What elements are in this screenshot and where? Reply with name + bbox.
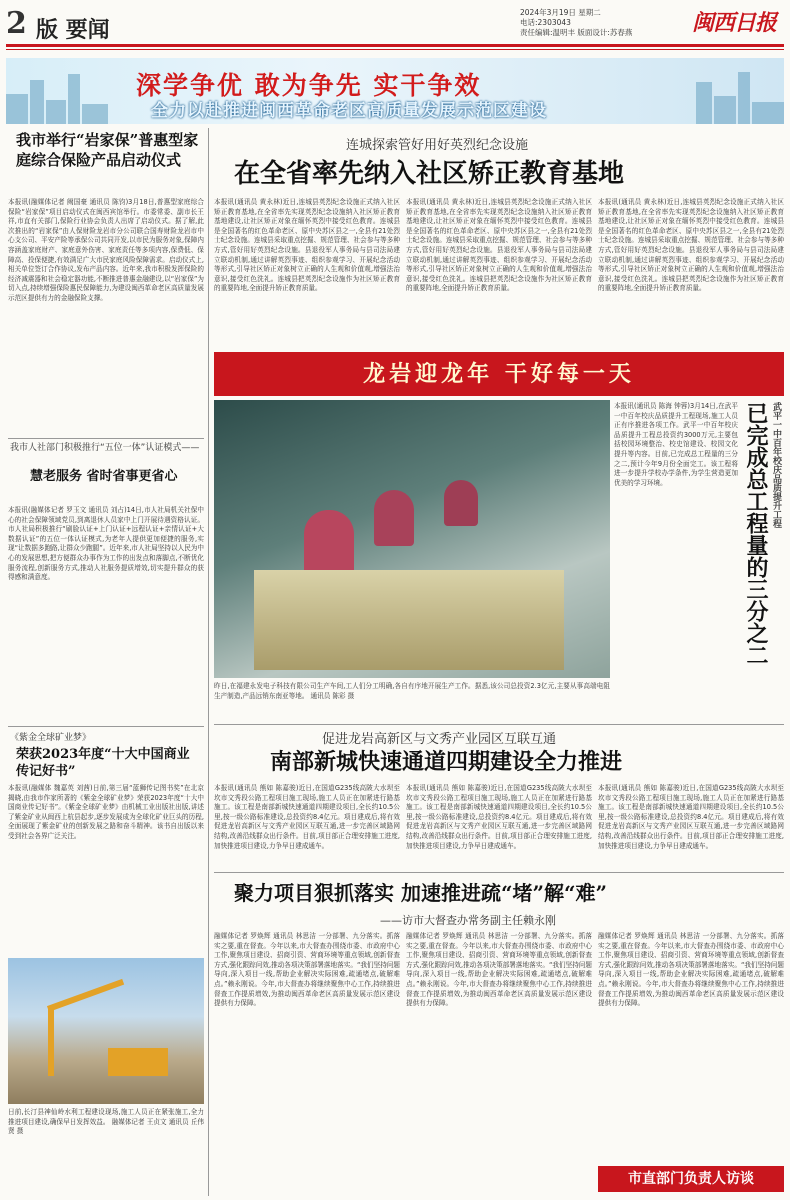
machine-shape (108, 1048, 168, 1076)
article-divider (8, 726, 204, 727)
header-meta (520, 8, 690, 38)
issue-date: 2024年3月19日 星期二 (520, 8, 601, 17)
factory-photo-caption: 昨日,在福建永发电子科技有限公司生产车间,工人们分工明确,各自有序地开展生产工作。据悉,该公司总投资2.3亿元,主要从事高端电阻生产制造,产品远销东南亚等地。 通讯员 陈彩 摄 (214, 682, 610, 700)
skyline-shape (696, 82, 712, 124)
worker-shape (374, 490, 414, 546)
article-body-school: 本报讯(通讯员 陈海 钟蓉)3月14日,在武平一中百年校庆品质提升工程现场,施工人员正有序推进各项工作。武平一中百年校庆品质提升工程总投资约3000万元,主要包括校园环境整治、校史馆建设、校园文化提升等内容。目前,已完成总工程量的三分之二,预计今年9月份全面完工。该工程将进一步提升学校办学条件,为学生营造更加优美的学习环境。 (614, 402, 738, 487)
article-title-book: 荣获2023年度“十大中国商业传记好书” (16, 747, 190, 779)
skyline-shape (30, 80, 44, 124)
article-title-interview: 聚力项目狠抓落实 加速推进疏“堵”解“难” (234, 881, 607, 905)
article-kicker-school: 武平一中百年校庆品质提升工程 (771, 402, 781, 528)
construction-photo (8, 958, 204, 1104)
article-body-interview-3: 融媒体记者 罗焕辉 通讯员 林思洁 一分部署、九分落实。抓落实之要,重在督查。今年以来,市大督查办围绕市委、市政府中心工作,聚焦项目建设、招商引资、营商环境等重点领域,创新督查方式,强化跟踪问效,推动各项决策部署落地落实。“我们坚持问题导向,深入项目一线,帮助企业解决实际困难,疏通堵点,破解难点。”赖永刚说。今年,市大督查办将继续聚焦中心工作,持续推进督查工作提质增效,为推动闽西革命老区高质量发展示范区建设提供有力保障。 (598, 932, 784, 1008)
article-divider (8, 438, 204, 439)
article-body-memorial: 本报讯(通讯员 黄永林)近日,连城县英烈纪念设施正式纳入社区矫正教育基地,在全省率先实现英烈纪念设施纳入社区矫正教育基地建设,让社区矫正对象在缅怀英烈中接受红色教育。连城县是全国著名的红色革命老区、原中央苏区县之一,全县有21处烈士纪念设施。连城县采取重点挖掘、规范管理、社会参与等多种方式,管好用好英烈纪念设施。县退役军人事务局与县司法局建立联动机制,通过讲解英烈事迹、组织参观学习、开展纪念活动等形式,引导社区矫正对象树立正确的人生观和价值观,增强法治意识,接受红色洗礼。连城县把英烈纪念设施作为社区矫正教育的重要阵地,全面提升矫正教育质量。 (214, 198, 400, 293)
article-body-interview-2: 融媒体记者 罗焕辉 通讯员 林思洁 一分部署、九分落实。抓落实之要,重在督查。今年以来,市大督查办围绕市委、市政府中心工作,聚焦项目建设、招商引资、营商环境等重点领域,创新督查方式,强化跟踪问效,推动各项决策部署落地落实。“我们坚持问题导向,深入项目一线,帮助企业解决实际困难,疏通堵点,破解难点。”赖永刚说。今年,市大督查办将继续聚焦中心工作,持续推进督查工作提质增效,为推动闽西革命老区高质量发展示范区建设提供有力保障。 (406, 932, 592, 1008)
article-body-interview: 融媒体记者 罗焕辉 通讯员 林思洁 一分部署、九分落实。抓落实之要,重在督查。今年以来,市大督查办围绕市委、市政府中心工作,聚焦项目建设、招商引资、营商环境等重点领域,创新督查方式,强化跟踪问效,推动各项决策部署落地落实。“我们坚持问题导向,深入项目一线,帮助企业解决实际困难,疏通堵点,破解难点。”赖永刚说。今年,市大督查办将继续聚焦中心工作,持续推进督查工作提质增效,为推动闽西革命老区高质量发展示范区建设提供有力保障。 (214, 932, 400, 1008)
article-divider (214, 872, 784, 873)
skyline-shape (714, 96, 736, 124)
article-body-memorial-2: 本报讯(通讯员 黄永林)近日,连城县英烈纪念设施正式纳入社区矫正教育基地,在全省率先实现英烈纪念设施纳入社区矫正教育基地建设,让社区矫正对象在缅怀英烈中接受红色教育。连城县是全国著名的红色革命老区、原中央苏区县之一,全县有21处烈士纪念设施。连城县采取重点挖掘、规范管理、社会参与等多种方式,管好用好英烈纪念设施。县退役军人事务局与县司法局建立联动机制,通过讲解英烈事迹、组织参观学习、开展纪念活动等形式,引导社区矫正对象树立正确的人生观和价值观,增强法治意识,接受红色洗礼。连城县把英烈纪念设施作为社区矫正教育的重要阵地,全面提升矫正教育质量。 (406, 198, 592, 293)
article-title-certification: 慧老服务 省时省事更省心 (30, 469, 178, 484)
article-title-school: 已完成总工程量的三分之二 (743, 402, 769, 666)
skyline-shape (752, 102, 784, 124)
crane-shape (47, 979, 124, 1012)
article-body-road-3: 本报讯(通讯员 熊如 陈嘉骏)近日,在国道G235线高陂大水坝至坎市文秀段公路工程项目施工现场,施工人员正在加紧进行路基施工。该工程是南部新城快速通道四期建设项目,全长约10.5公里,按一级公路标准建设,总投资约8.4亿元。项目建成后,将有效促进龙岩高新区与文秀产业园区互联互通,进一步完善区域路网结构,改善沿线群众出行条件。目前,项目部正合理安排施工进度,加快推进项目建设,力争早日建成通车。 (598, 784, 784, 850)
construction-photo-caption: 日前,长汀县神仙岭水利工程建设现场,施工人员正在紧张施工,全力推进项目建设,确保早日发挥效益。 融媒体记者 王贞文 通讯员 丘伟贤 摄 (8, 1108, 204, 1136)
workbench-shape (254, 570, 564, 670)
article-body-road: 本报讯(通讯员 熊如 陈嘉骏)近日,在国道G235线高陂大水坝至坎市文秀段公路工程项目施工现场,施工人员正在加紧进行路基施工。该工程是南部新城快速通道四期建设项目,全长约10.5公里,按一级公路标准建设,总投资约8.4亿元。项目建成后,将有效促进龙岩高新区与文秀产业园区互联互通,进一步完善区域路网结构,改善沿线群众出行条件。目前,项目部正合理安排施工进度,加快推进项目建设,力争早日建成通车。 (214, 784, 400, 850)
article-body-memorial-3: 本报讯(通讯员 黄永林)近日,连城县英烈纪念设施正式纳入社区矫正教育基地,在全省率先实现英烈纪念设施纳入社区矫正教育基地建设,让社区矫正对象在缅怀英烈中接受红色教育。连城县是全国著名的红色革命老区、原中央苏区县之一,全县有21处烈士纪念设施。连城县采取重点挖掘、规范管理、社会参与等多种方式,管好用好英烈纪念设施。县退役军人事务局与县司法局建立联动机制,通过讲解英烈事迹、组织参观学习、开展纪念活动等形式,引导社区矫正对象树立正确的人生观和价值观,增强法治意识,接受红色洗礼。连城县把英烈纪念设施作为社区矫正教育的重要阵地,全面提升矫正教育质量。 (598, 198, 784, 293)
interview-series-badge: 市直部门负责人访谈 (598, 1166, 784, 1192)
header-rule (6, 44, 784, 47)
editors: 责任编辑:温明丰 版面设计:苏春燕 (520, 28, 633, 37)
article-subtitle-interview: ——访市大督查办常务副主任赖永刚 (380, 914, 556, 927)
skyline-shape (68, 74, 80, 124)
skyline-shape (738, 72, 750, 124)
skyline-shape (6, 94, 28, 124)
column-divider (208, 128, 209, 1196)
article-column-name: 《紫金全球矿业梦》 (10, 733, 92, 743)
skyline-shape (46, 100, 66, 124)
crane-shape (48, 1006, 54, 1076)
banner-subtitle: 全力以赴推进闽西革命老区高质量发展示范区建设 (151, 101, 547, 121)
header-rule-thin (6, 49, 784, 50)
banner-slogan: 深学争优 敢为争先 实干争效 (136, 71, 482, 100)
skyline-shape (82, 104, 108, 124)
section-title: 版 要闻 (36, 17, 110, 43)
article-kicker-memorial: 连城探索管好用好英烈纪念设施 (346, 138, 529, 153)
article-title-memorial: 在全省率先纳入社区矫正教育基地 (234, 159, 625, 189)
slogan-band: 龙岩迎龙年 干好每一天 (214, 352, 784, 396)
article-body-certification: 本报讯(融媒体记者 罗玉文 通讯员 刘占)14日,市人社局机关社保中心的社会保障领域党员,到离退休人员家中上门开展待遇资格认证。市人社局积极推行“刷脸认证+上门认证+远程认证+亲情认证+大数据认证”的五位一体认证模式,为老年人提供更加便捷的服务,实现“让数据多跑路,让群众少跑腿”。近年来,市人社局坚持以人民为中心的发展思想,把方便群众办事作为工作的出发点和落脚点,不断优化服务流程,创新服务方式,推动人社服务提质增效,切实提升群众的获得感和满意度。 (8, 506, 204, 582)
article-body-road-2: 本报讯(通讯员 熊如 陈嘉骏)近日,在国道G235线高陂大水坝至坎市文秀段公路工程项目施工现场,施工人员正在加紧进行路基施工。该工程是南部新城快速通道四期建设项目,全长约10.5公里,按一级公路标准建设,总投资约8.4亿元。项目建成后,将有效促进龙岩高新区与文秀产业园区互联互通,进一步完善区域路网结构,改善沿线群众出行条件。目前,项目部正合理安排施工进度,加快推进项目建设,力争早日建成通车。 (406, 784, 592, 850)
article-kicker-road: 促进龙岩高新区与文秀产业园区互联互通 (322, 732, 557, 747)
article-title-road: 南部新城快速通道四期建设全力推进 (270, 749, 623, 775)
factory-photo (214, 400, 610, 678)
article-title-yanjiabao: 我市举行“岩家保”普惠型家庭综合保险产品启动仪式 (16, 131, 199, 169)
page-number: 2 (6, 6, 27, 41)
article-kicker-certification: 我市人社部门积极推行“五位一体”认证模式—— (10, 443, 200, 453)
article-body-book: 本报讯(融媒体 魏嘉英 刘茜)日前,第三届“蓝狮传记图书奖”在北京揭晓,由我市作家所著的《紫金全球矿业梦》荣获2023年度“十大中国商业传记好书”。《紫金全球矿业梦》由机械工业出版社出版,讲述了紫金矿业从闽西上杭县起步,逐步发展成为全球化矿业巨头的历程,全面展现了紫金矿业的创新发展之路和奋斗精神。该书自出版以来受到社会各界广泛关注。 (8, 784, 204, 840)
phone: 电话:2303043 (520, 18, 571, 27)
worker-shape (444, 480, 478, 526)
article-body-yanjiabao: 本报讯(融媒体记者 阙国豪 通讯员 陈钧)3月18日,普惠型家庭综合保险“岩家保”项目启动仪式在闽西宾馆举行。市委常委、副市长王祥,市直有关部门,保险行业协会负责人出席了启动仪式。据了解,此次推出的“岩家保”由人保财险龙岩市分公司联合国寿财险龙岩市中心支公司、平安产险等承保公司共同开发,以市民为服务对象,保障内容涵盖家庭财产、家庭意外伤害、家庭责任等多项内容,保费低、保障高、投保便捷,有效满足广大市民家庭风险保障需求。启动仪式上,相关单位签订合作协议,发布产品内容。近年来,我市积极发挥保险的经济减震器和社会稳定器功能,不断推进普惠金融建设,以“岩家保”为切入点,持续增强保险惠民保障能力,为建设闽西革命老区高质量发展示范区提供有力的金融保险支撑。 (8, 198, 204, 302)
newspaper-logo: 闽西日报 (692, 10, 777, 36)
article-divider (214, 724, 784, 725)
banner (6, 58, 784, 124)
